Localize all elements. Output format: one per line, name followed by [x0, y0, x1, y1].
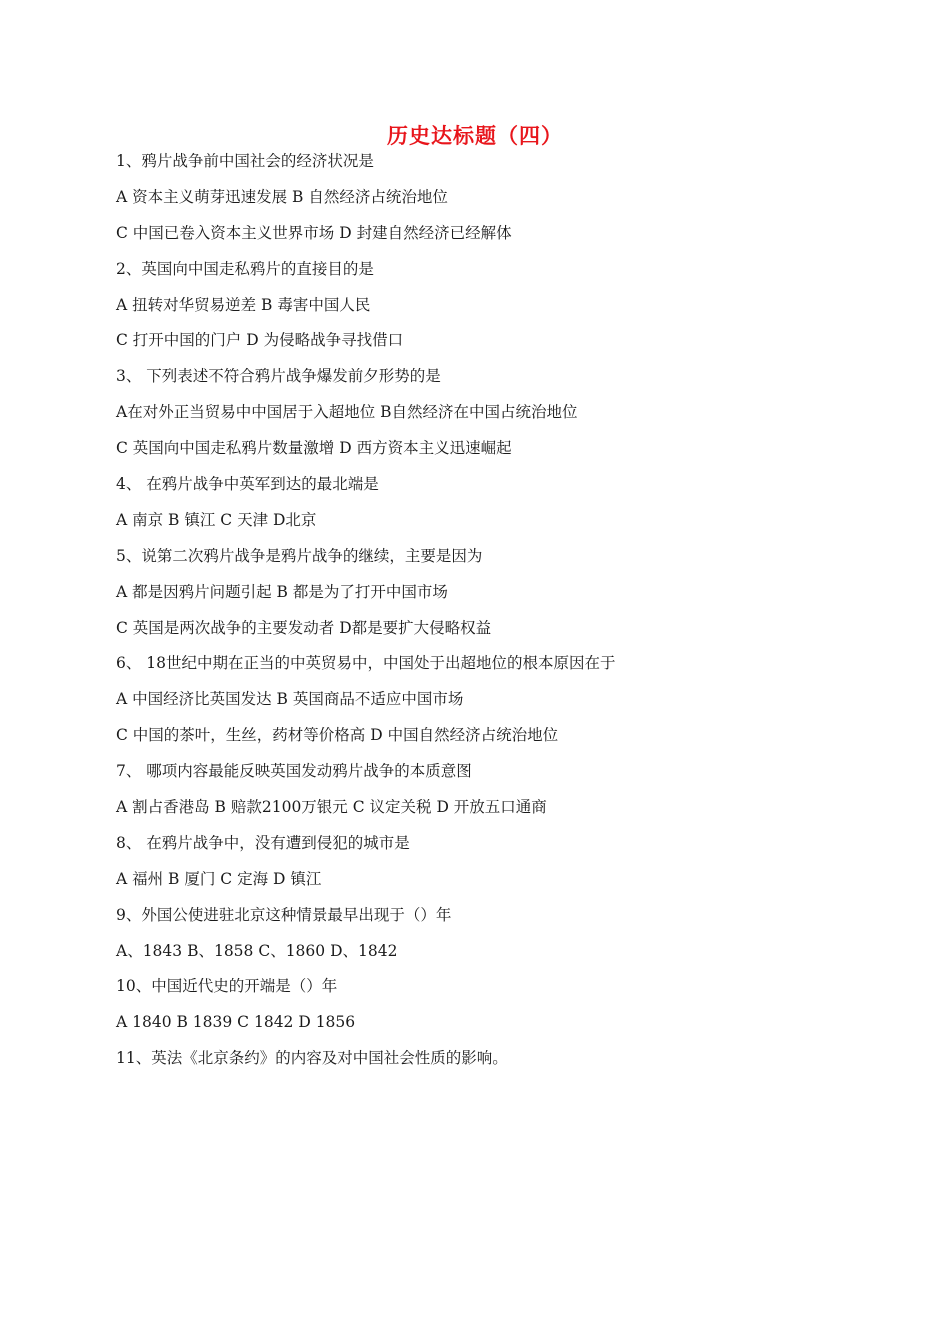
question-line: A 南京 B 镇江 C 天津 D北京 [116, 510, 317, 529]
question-line: 1、鸦片战争前中国社会的经济状况是 [116, 152, 374, 170]
question-line: 9、外国公使进驻北京这种情景最早出现于（）年 [116, 905, 452, 924]
question-line: 11、英法《北京条约》的内容及对中国社会性质的影响。 [116, 1049, 508, 1068]
page-title: 历史达标题（四） [387, 124, 563, 148]
question-line: 6、 18世纪中期在正当的中英贸易中，中国处于出超地位的根本原因在于 [116, 654, 616, 673]
question-line: C 中国已卷入资本主义世界市场 D 封建自然经济已经解体 [116, 223, 512, 242]
question-line: C 英国是两次战争的主要发动者 D都是要扩大侵略权益 [116, 618, 492, 637]
question-line: C 中国的茶叶，生丝，药材等价格高 D 中国自然经济占统治地位 [116, 726, 559, 745]
question-line: A 资本主义萌芽迅速发展 B 自然经济占统治地位 [116, 187, 448, 206]
question-line: A 扭转对华贸易逆差 B 毒害中国人民 [116, 295, 371, 314]
question-line: 10、中国近代史的开端是（）年 [116, 977, 338, 996]
question-line: 3、 下列表述不符合鸦片战争爆发前夕形势的是 [116, 367, 441, 386]
question-line: 4、 在鸦片战争中英军到达的最北端是 [116, 475, 379, 494]
question-line: C 英国向中国走私鸦片数量激增 D 西方资本主义迅速崛起 [116, 439, 512, 458]
question-line: 2、英国向中国走私鸦片的直接目的是 [116, 259, 374, 278]
question-line: A 中国经济比英国发达 B 英国商品不适应中国市场 [116, 690, 464, 709]
question-line: A在对外正当贸易中中国居于入超地位 B自然经济在中国占统治地位 [116, 403, 578, 422]
question-line: A、1843 B、1858 C、1860 D、1842 [116, 941, 398, 960]
question-line: 7、 哪项内容最能反映英国发动鸦片战争的本质意图 [116, 762, 472, 781]
question-line: A 割占香港岛 B 赔款2100万银元 C 议定关税 D 开放五口通商 [116, 798, 547, 817]
question-list [116, 150, 896, 1083]
question-line: 8、 在鸦片战争中，没有遭到侵犯的城市是 [116, 833, 410, 852]
question-line: 5、说第二次鸦片战争是鸦片战争的继续，主要是因为 [116, 546, 483, 565]
question-line: A 福州 B 厦门 C 定海 D 镇江 [116, 869, 322, 888]
question-line: A 都是因鸦片问题引起 B 都是为了打开中国市场 [116, 582, 448, 601]
question-line: A 1840 B 1839 C 1842 D 1856 [116, 1013, 356, 1032]
question-line: C 打开中国的门户 D 为侵略战争寻找借口 [116, 331, 404, 350]
